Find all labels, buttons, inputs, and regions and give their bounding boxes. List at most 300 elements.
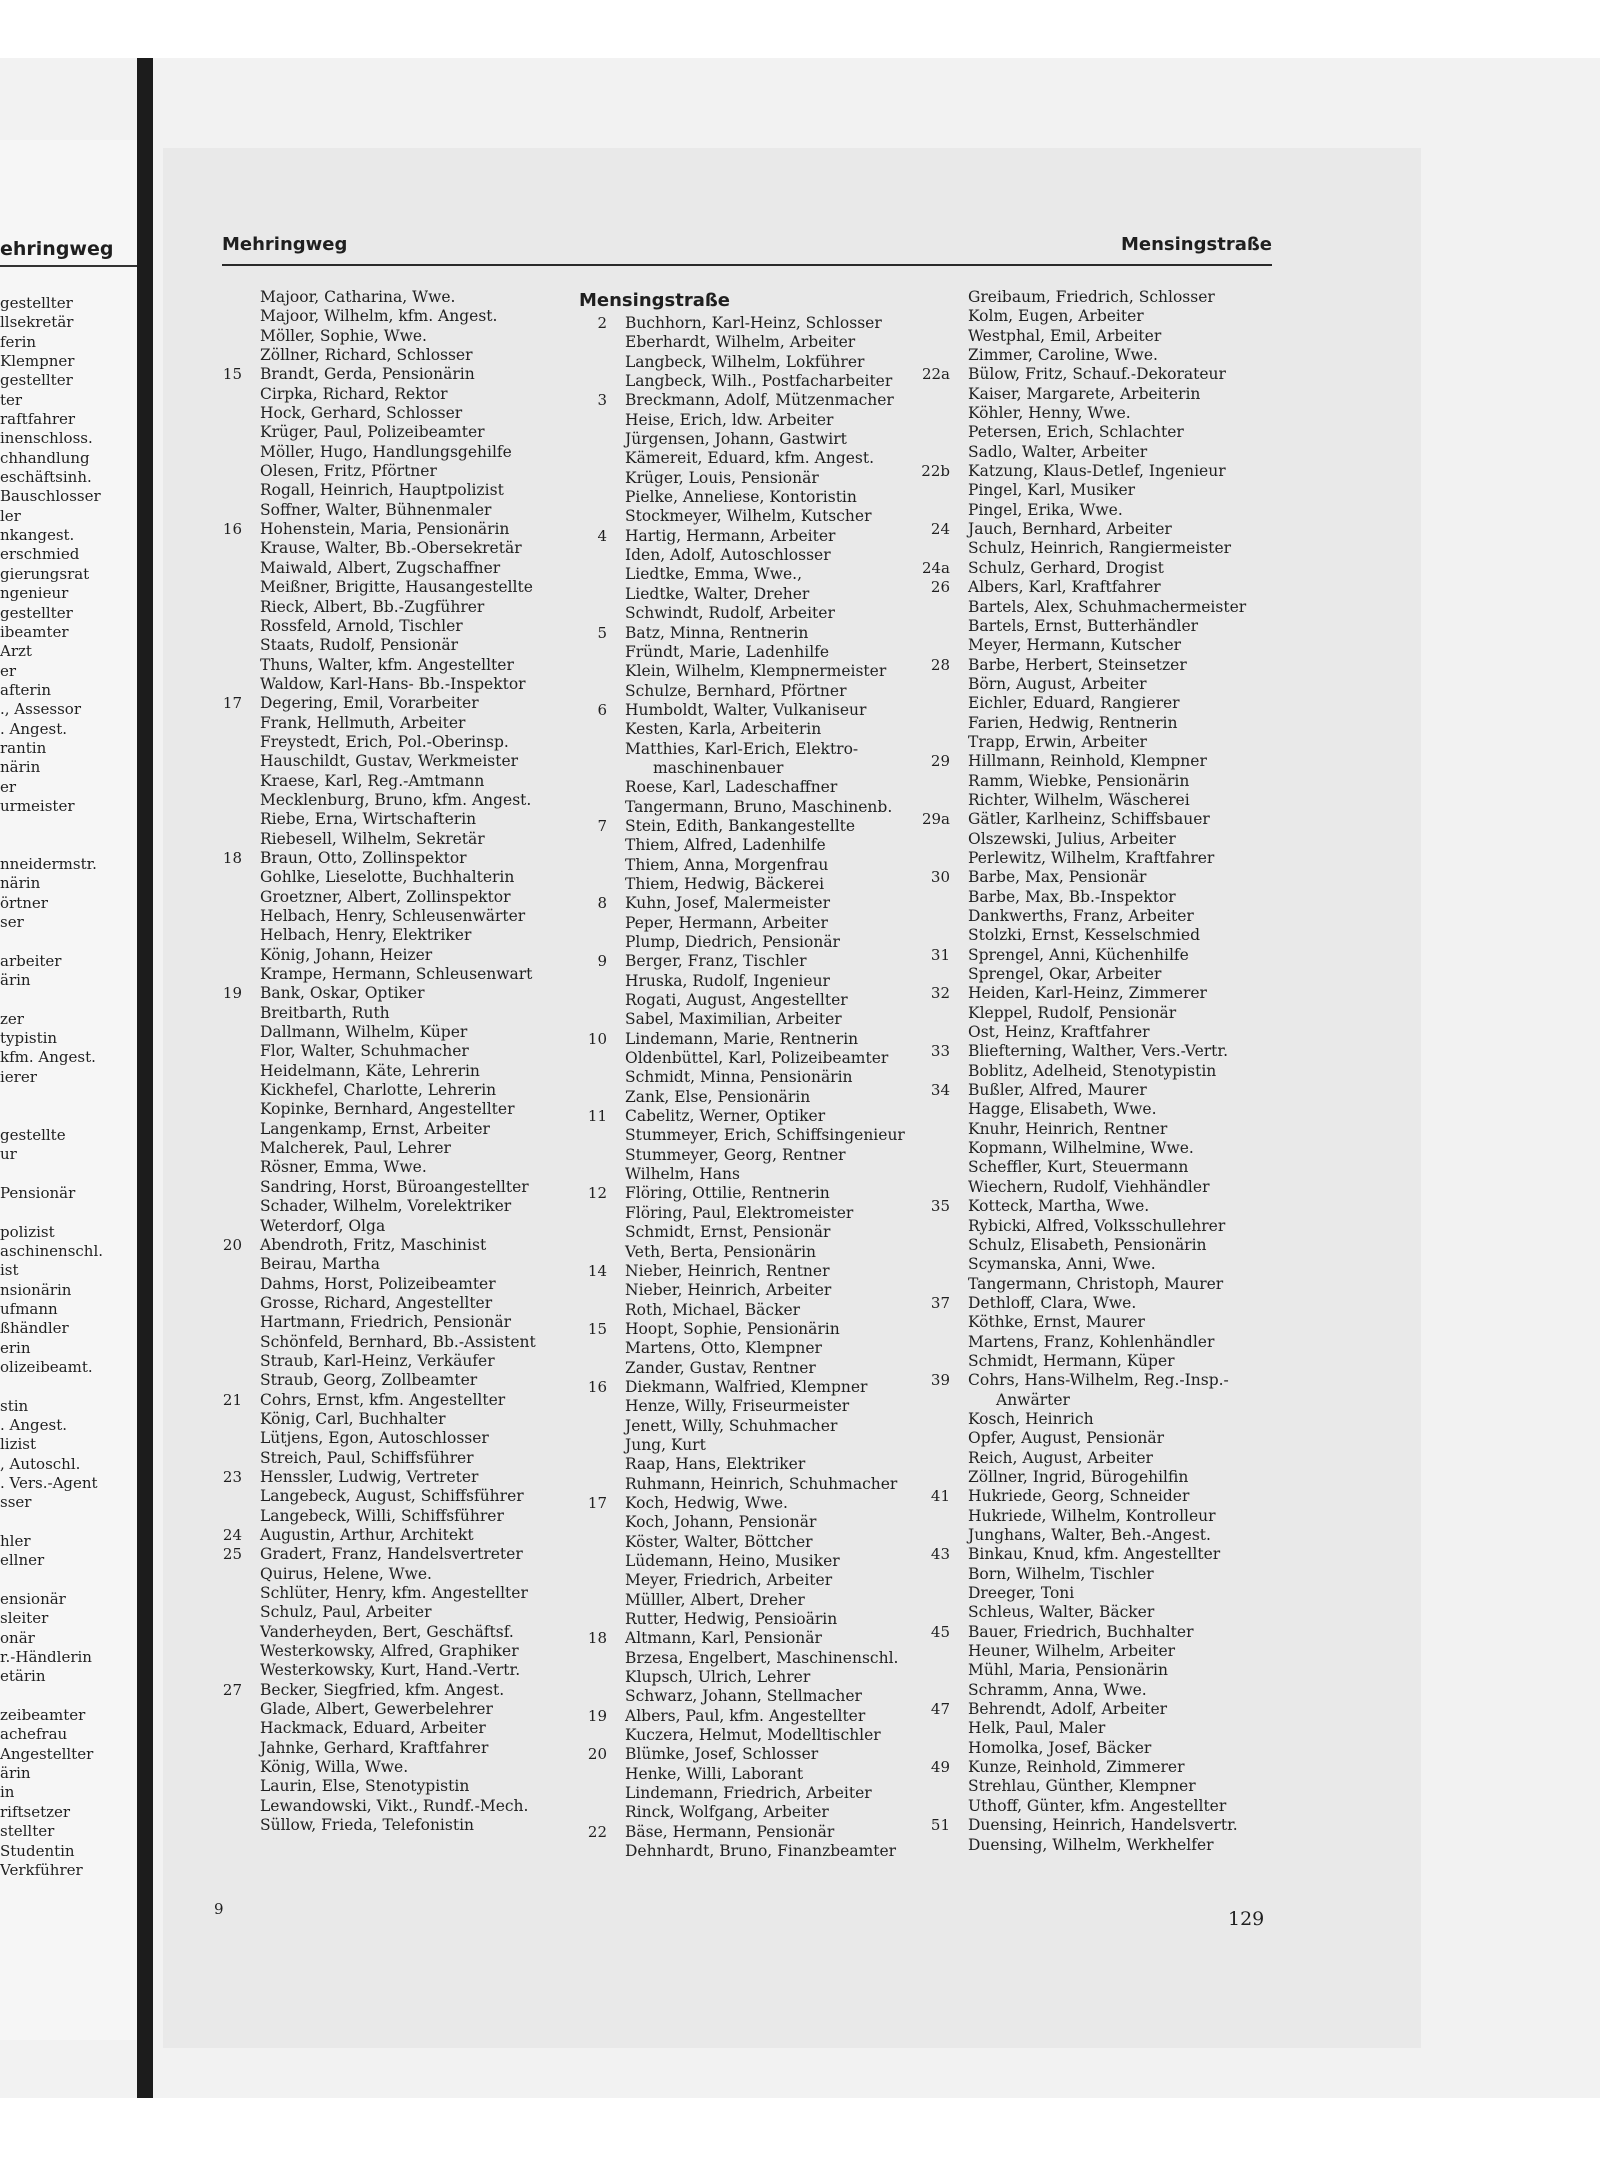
resident-entry: Rogall, Heinrich, Hauptpolizist (260, 481, 504, 500)
facing-page-line: erin (0, 1338, 31, 1357)
directory-entry (575, 1726, 935, 1745)
resident-entry: Born, Wilhelm, Tischler (968, 1564, 1154, 1583)
resident-entry: Lindemann, Friedrich, Arbeiter (625, 1784, 872, 1803)
resident-entry: Kotteck, Martha, Wwe. (968, 1197, 1150, 1216)
directory-entry (210, 1739, 582, 1758)
directory-entry (918, 1255, 1278, 1274)
resident-entry: Westerkowsky, Kurt, Hand.-Vertr. (260, 1661, 521, 1680)
resident-entry: Staats, Rudolf, Pensionär (260, 636, 459, 655)
resident-entry: Albers, Karl, Kraftfahrer (968, 578, 1161, 597)
directory-entry (210, 1004, 582, 1023)
facing-page-line (0, 816, 150, 835)
resident-entry: Hruska, Rudolf, Ingenieur (625, 971, 830, 990)
resident-entry: Grosse, Richard, Angestellter (260, 1293, 493, 1312)
resident-entry: Jahnke, Gerhard, Kraftfahrer (260, 1738, 489, 1757)
house-number: 22a (921, 365, 950, 384)
facing-page-line: rantin (0, 738, 47, 757)
directory-entry (918, 1275, 1278, 1294)
resident-entry: Schulze, Bernhard, Pförtner (625, 681, 847, 700)
resident-entry: Braun, Otto, Zollinspektor (260, 848, 467, 867)
directory-entry (210, 520, 582, 539)
resident-entry: Diekmann, Walfried, Klempner (625, 1377, 868, 1396)
directory-entry (575, 1591, 935, 1610)
resident-entry: Kosch, Heinrich (968, 1409, 1094, 1428)
directory-entry (575, 643, 935, 662)
directory-entry (210, 1410, 582, 1429)
resident-entry: Westphal, Emil, Arbeiter (968, 326, 1162, 345)
directory-entry (575, 1842, 935, 1861)
directory-entry (918, 1429, 1278, 1448)
directory-entry (918, 1449, 1278, 1468)
resident-entry: Sprengel, Anni, Küchenhilfe (968, 945, 1189, 964)
house-number: 51 (930, 1816, 950, 1835)
resident-entry: Kopmann, Wilhelmine, Wwe. (968, 1139, 1194, 1158)
resident-entry: Helbach, Henry, Elektriker (260, 926, 472, 945)
resident-entry: Barbe, Herbert, Steinsetzer (968, 655, 1187, 674)
directory-entry (575, 353, 935, 372)
resident-entry: Reich, August, Arbeiter (968, 1448, 1153, 1467)
directory-entry (210, 1023, 582, 1042)
resident-entry: Jenett, Willy, Schuhmacher (625, 1416, 838, 1435)
directory-entry (575, 1533, 935, 1552)
resident-entry: Trapp, Erwin, Arbeiter (968, 732, 1147, 751)
directory-entry (918, 307, 1278, 326)
resident-entry: Ramm, Wiebke, Pensionärin (968, 771, 1190, 790)
facing-page-line (0, 1087, 150, 1106)
resident-entry: Ost, Heinz, Kraftfahrer (968, 1023, 1150, 1042)
facing-page-column (0, 294, 150, 1880)
directory-entry (575, 430, 935, 449)
resident-entry: Klein, Wilhelm, Klempnermeister (625, 662, 887, 681)
facing-page-line: arbeiter (0, 951, 62, 970)
resident-entry: Liedtke, Emma, Wwe., (625, 565, 803, 584)
resident-entry: Knuhr, Heinrich, Rentner (968, 1119, 1168, 1138)
facing-page-line: . Vers.-Agent (0, 1473, 98, 1492)
facing-page-line (0, 1164, 150, 1183)
resident-entry: Mühl, Maria, Pensionärin (968, 1661, 1168, 1680)
facing-page-line: er (0, 661, 17, 680)
house-number: 15 (587, 1319, 607, 1338)
facing-page-line: olizeibeamt. (0, 1357, 93, 1376)
resident-entry: Anwärter (996, 1390, 1070, 1409)
resident-entry: Klupsch, Ulrich, Lehrer (625, 1668, 811, 1687)
directory-entry (210, 1700, 582, 1719)
house-number: 16 (587, 1377, 607, 1396)
directory-entry (210, 1371, 582, 1390)
house-number: 20 (222, 1235, 242, 1254)
resident-entry: Farien, Hedwig, Rentnerin (968, 713, 1178, 732)
facing-page-line: eschäftsinh. (0, 468, 92, 487)
facing-page-line: erschmied (0, 545, 80, 564)
directory-entry (918, 481, 1278, 500)
directory-entry (575, 682, 935, 701)
directory-entry (575, 1339, 935, 1358)
directory-entry (210, 1100, 582, 1119)
directory-entry (918, 1352, 1278, 1371)
header-street-right: Mensingstraße (1120, 234, 1272, 255)
column-1 (210, 288, 582, 1836)
directory-entry (575, 546, 935, 565)
directory-entry (575, 333, 935, 352)
directory-entry (918, 694, 1278, 713)
house-number: 2 (597, 314, 607, 332)
facing-page-line: ierer (0, 1067, 37, 1086)
directory-entry (210, 346, 582, 365)
resident-entry: Dehnhardt, Bruno, Finanzbeamter (625, 1842, 897, 1861)
directory-entry (918, 1487, 1278, 1506)
resident-entry: Berger, Franz, Tischler (625, 952, 807, 971)
house-number: 23 (222, 1467, 242, 1486)
directory-entry (210, 1294, 582, 1313)
resident-entry: Oldenbüttel, Karl, Polizeibeamter (625, 1049, 889, 1068)
directory-entry (575, 778, 935, 797)
directory-entry (210, 830, 582, 849)
directory-entry (918, 1100, 1278, 1119)
resident-entry: Rossfeld, Arnold, Tischler (260, 616, 463, 635)
resident-entry: Iden, Adolf, Autoschlosser (625, 546, 831, 565)
directory-entry (918, 1623, 1278, 1642)
resident-entry: Krüger, Paul, Polizeibeamter (260, 423, 485, 442)
resident-entry: Bank, Oskar, Optiker (260, 984, 425, 1003)
directory-entry (918, 1661, 1278, 1680)
resident-entry: Kämereit, Eduard, kfm. Angest. (625, 449, 875, 468)
facing-page-line: Bauschlosser (0, 487, 101, 506)
house-number: 33 (930, 1042, 950, 1061)
directory-entry (575, 1262, 935, 1281)
directory-entry (210, 1719, 582, 1738)
directory-entry (918, 1642, 1278, 1661)
resident-entry: Batz, Minna, Rentnerin (625, 623, 809, 642)
house-number: 9 (597, 952, 607, 971)
resident-entry: Kickhefel, Charlotte, Lehrerin (260, 1081, 497, 1100)
directory-entry (918, 1797, 1278, 1816)
resident-entry: Koch, Hedwig, Wwe. (625, 1493, 788, 1512)
house-number: 22b (921, 462, 950, 481)
resident-entry: Raap, Hans, Elektriker (625, 1455, 806, 1474)
directory-entry (210, 1526, 582, 1545)
resident-entry: Schwindt, Rudolf, Arbeiter (625, 604, 835, 623)
resident-entry: Zimmer, Caroline, Wwe. (968, 346, 1158, 365)
directory-entry (918, 1468, 1278, 1487)
resident-entry: Heise, Erich, ldw. Arbeiter (625, 410, 834, 429)
resident-entry: Cohrs, Ernst, kfm. Angestellter (260, 1390, 506, 1409)
resident-entry: Jauch, Bernhard, Arbeiter (968, 520, 1172, 539)
resident-entry: Schulz, Heinrich, Rangiermeister (968, 539, 1232, 558)
resident-entry: Dallmann, Wilhelm, Küper (260, 1023, 468, 1042)
resident-entry: Kaiser, Margarete, Arbeiterin (968, 384, 1201, 403)
resident-entry: Altmann, Karl, Pensionär (625, 1629, 822, 1648)
resident-entry: Stein, Edith, Bankangestellte (625, 816, 856, 835)
house-number: 12 (587, 1184, 607, 1203)
resident-entry: Fründt, Marie, Ladenhilfe (625, 642, 830, 661)
resident-entry: Schramm, Anna, Wwe. (968, 1680, 1147, 1699)
resident-entry: Stummeyer, Erich, Schiffsingenieur (625, 1126, 905, 1145)
directory-entry (210, 907, 582, 926)
directory-entry (210, 1777, 582, 1796)
directory-entry (210, 772, 582, 791)
resident-entry: Tangermann, Bruno, Maschinenb. (625, 797, 893, 816)
house-number: 14 (587, 1261, 607, 1280)
directory-entry (918, 675, 1278, 694)
facing-page-header: ehringweg (0, 238, 114, 260)
resident-entry: Homolka, Josef, Bäcker (968, 1738, 1152, 1757)
resident-entry: Kolm, Eugen, Arbeiter (968, 307, 1144, 326)
directory-entry (918, 810, 1278, 829)
directory-entry (210, 888, 582, 907)
directory-entry (918, 1042, 1278, 1061)
directory-entry (575, 1397, 935, 1416)
resident-entry: Cabelitz, Werner, Optiker (625, 1107, 826, 1126)
resident-entry: Boblitz, Adelheid, Stenotypistin (968, 1061, 1217, 1080)
facing-page-line (0, 1513, 150, 1532)
street-heading: Mensingstraße (579, 290, 731, 311)
directory-entry (918, 1197, 1278, 1216)
directory-entry (575, 836, 935, 855)
directory-entry (575, 624, 935, 643)
resident-entry: Bliefterning, Walther, Vers.-Vertr. (968, 1042, 1229, 1061)
directory-entry (575, 701, 935, 720)
resident-entry: Jung, Kurt (625, 1435, 706, 1454)
directory-entry (575, 585, 935, 604)
facing-page-line: Angestellter (0, 1744, 94, 1763)
directory-entry (210, 965, 582, 984)
column-3 (918, 288, 1278, 1855)
directory-entry (575, 1281, 935, 1300)
directory-entry (210, 539, 582, 558)
facing-page-line: närin (0, 874, 41, 893)
resident-entry: Schwarz, Johann, Stellmacher (625, 1687, 862, 1706)
resident-entry: Brzesa, Engelbert, Maschinenschl. (625, 1648, 899, 1667)
directory-entry (918, 636, 1278, 655)
facing-page-line: sleiter (0, 1609, 49, 1628)
facing-page-line: ufmann (0, 1299, 58, 1318)
facing-page (0, 140, 150, 2040)
resident-entry: Peper, Hermann, Arbeiter (625, 913, 828, 932)
house-number: 17 (222, 694, 242, 713)
directory-entry (575, 1552, 935, 1571)
resident-entry: Kunze, Reinhold, Zimmerer (968, 1758, 1185, 1777)
directory-entry (210, 404, 582, 423)
resident-entry: Stolzki, Ernst, Kesselschmied (968, 926, 1200, 945)
facing-page-rule (0, 265, 150, 267)
directory-entry (210, 1681, 582, 1700)
facing-page-line: aschinenschl. (0, 1241, 104, 1260)
facing-page-line: in (0, 1783, 15, 1802)
directory-entry (575, 1823, 935, 1842)
resident-entry: Heiden, Karl-Heinz, Zimmerer (968, 984, 1207, 1003)
directory-entry (575, 1184, 935, 1203)
resident-entry: Bäse, Hermann, Pensionär (625, 1822, 835, 1841)
directory-entry (918, 1391, 1278, 1410)
directory-entry (210, 1333, 582, 1352)
resident-entry: Eichler, Eduard, Rangierer (968, 694, 1180, 713)
resident-entry: Buchhorn, Karl-Heinz, Schlosser (625, 314, 882, 332)
resident-entry: Majoor, Wilhelm, kfm. Angest. (260, 307, 498, 326)
directory-entry (575, 1687, 935, 1706)
resident-entry: König, Willa, Wwe. (260, 1758, 409, 1777)
resident-entry: Martens, Franz, Kohlenhändler (968, 1332, 1215, 1351)
facing-page-line: urmeister (0, 796, 75, 815)
resident-entry: Bußler, Alfred, Maurer (968, 1081, 1147, 1100)
directory-entry (918, 830, 1278, 849)
directory-entry (210, 481, 582, 500)
directory-entry (210, 752, 582, 771)
facing-page-line: ferin (0, 332, 37, 351)
house-number: 35 (930, 1197, 950, 1216)
resident-entry: maschinenbauer (653, 758, 784, 777)
facing-page-line: ärin (0, 1764, 31, 1783)
directory-entry (210, 1797, 582, 1816)
facing-page-line: ter (0, 390, 23, 409)
directory-entry (575, 1803, 935, 1822)
directory-entry (918, 598, 1278, 617)
house-number: 7 (597, 816, 607, 835)
directory-entry (575, 1707, 935, 1726)
resident-entry: Hauschildt, Gustav, Werkmeister (260, 752, 519, 771)
column-2-entries (575, 314, 935, 1862)
facing-page-line: . Angest. (0, 1415, 68, 1434)
resident-entry: Meyer, Friedrich, Arbeiter (625, 1571, 833, 1590)
directory-entry (918, 1584, 1278, 1603)
directory-entry (575, 372, 935, 391)
resident-entry: Kraese, Karl, Reg.-Amtmann (260, 771, 485, 790)
resident-entry: Zöllner, Richard, Schlosser (260, 346, 473, 365)
resident-entry: Westerkowsky, Alfred, Graphiker (260, 1642, 519, 1661)
facing-page-line: nsionärin (0, 1280, 72, 1299)
resident-entry: Katzung, Klaus-Detlef, Ingenieur (968, 462, 1226, 481)
house-number: 45 (930, 1622, 950, 1641)
resident-entry: Plump, Diedrich, Pensionär (625, 933, 840, 951)
directory-entry (210, 288, 582, 307)
facing-page-line: gestellter (0, 371, 73, 390)
resident-entry: Thiem, Hedwig, Bäckerei (625, 874, 825, 893)
directory-entry (918, 772, 1278, 791)
resident-entry: Rogati, August, Angestellter (625, 991, 848, 1010)
directory-entry (918, 656, 1278, 675)
resident-entry: Hock, Gerhard, Schlosser (260, 404, 463, 423)
resident-entry: Köhler, Henny, Wwe. (968, 404, 1131, 423)
facing-page-line: Pensionär (0, 1183, 76, 1202)
directory-entry (210, 1545, 582, 1564)
facing-page-line: typistin (0, 1029, 58, 1048)
house-number: 17 (587, 1493, 607, 1512)
resident-entry: Barbe, Max, Pensionär (968, 868, 1147, 887)
resident-entry: Hillmann, Reinhold, Klempner (968, 752, 1207, 771)
facing-page-line (0, 1106, 150, 1125)
directory-entry (575, 817, 935, 836)
directory-entry (210, 1661, 582, 1680)
facing-page-line: ßhändler (0, 1319, 69, 1338)
house-number: 25 (222, 1545, 242, 1564)
resident-entry: Flor, Walter, Schuhmacher (260, 1042, 469, 1061)
resident-entry: Roese, Karl, Ladeschaffner (625, 778, 838, 797)
resident-entry: Nieber, Heinrich, Arbeiter (625, 1281, 832, 1300)
directory-entry (918, 1158, 1278, 1177)
directory-entry (575, 1301, 935, 1320)
resident-entry: Börn, August, Arbeiter (968, 674, 1147, 693)
resident-entry: Köster, Walter, Böttcher (625, 1532, 813, 1551)
house-number: 6 (597, 700, 607, 719)
resident-entry: Frank, Hellmuth, Arbeiter (260, 713, 466, 732)
directory-entry (210, 849, 582, 868)
house-number: 24 (222, 1526, 242, 1544)
directory-entry (575, 1049, 935, 1068)
facing-page-line: zeibeamter (0, 1706, 86, 1725)
resident-entry: Tangermann, Christoph, Maurer (968, 1274, 1224, 1293)
facing-page-line: ler (0, 506, 21, 525)
directory-entry (575, 1494, 935, 1513)
resident-entry: Rinck, Wolfgang, Arbeiter (625, 1803, 829, 1822)
directory-entry (210, 1507, 582, 1526)
directory-entry (918, 752, 1278, 771)
directory-entry (210, 1178, 582, 1197)
header-rule (222, 264, 1272, 266)
facing-page-line: kfm. Angest. (0, 1048, 96, 1067)
resident-entry: Majoor, Catharina, Wwe. (260, 288, 456, 306)
directory-entry (918, 849, 1278, 868)
directory-entry (575, 1784, 935, 1803)
directory-entry (575, 1417, 935, 1436)
resident-entry: Hagge, Elisabeth, Wwe. (968, 1100, 1157, 1119)
house-number: 31 (930, 945, 950, 964)
facing-page-line: raftfahrer (0, 410, 76, 429)
resident-entry: Augustin, Arthur, Architekt (260, 1526, 474, 1544)
resident-entry: Köthke, Ernst, Maurer (968, 1313, 1145, 1332)
directory-entry (575, 1629, 935, 1648)
resident-entry: Waldow, Karl-Hans- Bb.-Inspektor (260, 674, 526, 693)
directory-entry (575, 469, 935, 488)
directory-entry (918, 1545, 1278, 1564)
facing-page-line: närin (0, 758, 41, 777)
facing-page-line: Klempner (0, 352, 75, 371)
directory-entry (575, 1513, 935, 1532)
house-number: 21 (222, 1390, 242, 1409)
directory-entry (575, 1745, 935, 1764)
directory-entry (918, 443, 1278, 462)
resident-entry: Möller, Hugo, Handlungsgehilfe (260, 442, 512, 461)
resident-entry: Degering, Emil, Vorarbeiter (260, 694, 479, 713)
directory-entry (575, 1146, 935, 1165)
directory-entry (918, 1700, 1278, 1719)
resident-entry: Albers, Paul, kfm. Angestellter (625, 1706, 866, 1725)
directory-entry (575, 507, 935, 526)
directory-entry (210, 1584, 582, 1603)
resident-entry: Veth, Berta, Pensionärin (625, 1242, 817, 1261)
directory-entry (918, 1178, 1278, 1197)
resident-entry: Kuczera, Helmut, Modelltischler (625, 1726, 881, 1745)
facing-page-line: gestellter (0, 294, 73, 312)
resident-entry: Martens, Otto, Klempner (625, 1339, 822, 1358)
facing-page-line: chhandlung (0, 448, 90, 467)
resident-entry: König, Johann, Heizer (260, 945, 433, 964)
resident-entry: Thiem, Anna, Morgenfrau (625, 855, 829, 874)
directory-entry (918, 578, 1278, 597)
directory-entry (210, 423, 582, 442)
directory-entry (210, 675, 582, 694)
resident-entry: Beirau, Martha (260, 1255, 380, 1274)
directory-entry (210, 501, 582, 520)
directory-entry (210, 1642, 582, 1661)
resident-entry: Opfer, August, Pensionär (968, 1429, 1164, 1448)
directory-entry (575, 1204, 935, 1223)
facing-page-line: gestellte (0, 1125, 66, 1144)
resident-entry: Sadlo, Walter, Arbeiter (968, 442, 1148, 461)
directory-entry (918, 1507, 1278, 1526)
directory-entry (210, 365, 582, 384)
directory-entry (918, 946, 1278, 965)
facing-page-line: r.-Händlerin (0, 1648, 92, 1667)
directory-entry (575, 875, 935, 894)
